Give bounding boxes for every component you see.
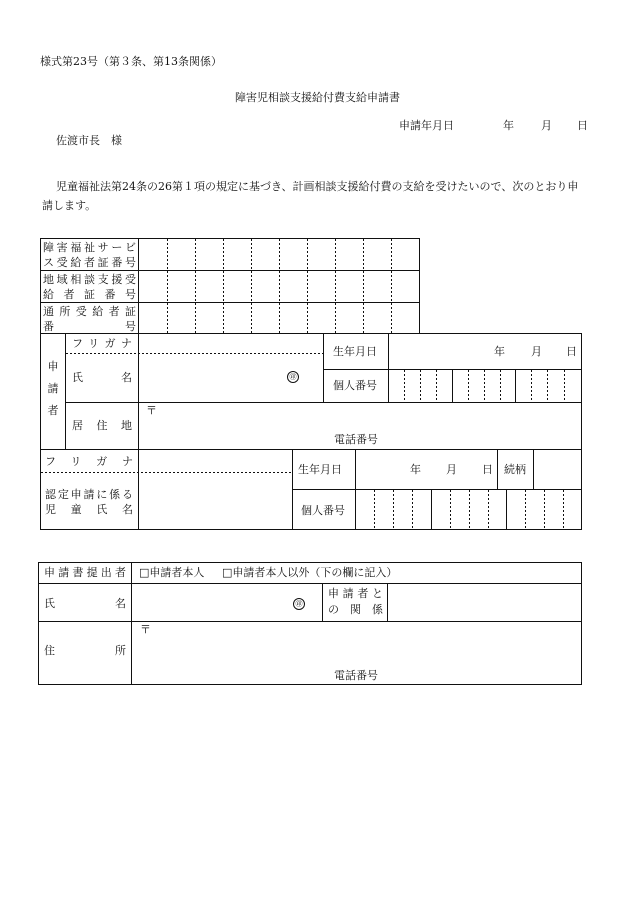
submitter-relation-label-line1: 申請者と (328, 587, 383, 600)
regional-cert-label-line1: 地域相談支援受 (43, 273, 136, 286)
submitter-name-label: 氏名 (44, 597, 126, 610)
submitter-relation-label-line2: の関係 (328, 603, 383, 616)
applicant-birth-month: 月 (531, 345, 542, 358)
child-birth-day: 日 (482, 463, 493, 476)
applicant-phone-label: 電話番号 (334, 433, 378, 446)
child-furigana-label: フリガナ (45, 455, 133, 468)
child-mynumber-label: 個人番号 (301, 504, 345, 517)
intro-paragraph: 児童福祉法第24条の26第１項の規定に基づき、計画相談支援給付費の支給を受けたいので、次のとおり申請します。 (42, 180, 579, 212)
applicant-postal-mark: 〒 (146, 404, 157, 417)
child-name-label-line2: 児童氏名 (45, 503, 133, 516)
applicant-birth-day: 日 (566, 345, 577, 358)
date-year-label: 年 (503, 119, 514, 132)
form-number: 様式第23号（第３条、第13条関係） (40, 55, 222, 68)
child-name-label-line1: 認定申請に係る (45, 488, 133, 501)
submitter-label: 申請書提出者 (44, 566, 126, 579)
applicant-seal-mark: ㊞ (287, 371, 299, 383)
date-month-label: 月 (541, 119, 552, 132)
submitter-postal-mark: 〒 (140, 623, 151, 636)
applicant-name-label: 氏名 (72, 371, 132, 384)
submitter-seal-mark: ㊞ (293, 598, 305, 610)
submitter-option-self[interactable]: □申請者本人 (139, 566, 205, 579)
child-birth-month: 月 (446, 463, 457, 476)
applicant-birth-year: 年 (494, 345, 505, 358)
date-day-label: 日 (577, 119, 588, 132)
service-cert-label-line2: ス受給者証番号 (43, 256, 136, 269)
submitter-phone-label: 電話番号 (334, 669, 378, 682)
form-title: 障害児相談支援給付費支給申請書 (235, 91, 400, 104)
regional-cert-label-line2: 給者証番号 (43, 288, 136, 301)
applicant-furigana-label: フリガナ (72, 337, 132, 350)
child-birth-label: 生年月日 (298, 463, 342, 476)
child-birth-year: 年 (410, 463, 421, 476)
submitter-option-other[interactable]: □申請者本人以外（下の欄に記入） (222, 566, 398, 579)
application-date-label: 申請年月日 (399, 119, 454, 132)
daycare-cert-label-line1: 通所受給者証 (43, 305, 136, 318)
service-cert-label-line1: 障害福祉サービ (43, 241, 136, 254)
applicant-section-label: 申請者 (47, 360, 59, 417)
child-relation-label: 続柄 (504, 463, 526, 476)
applicant-mynumber-label: 個人番号 (333, 379, 377, 392)
addressee: 佐渡市長 様 (56, 134, 122, 147)
applicant-address-label: 居住地 (72, 419, 132, 432)
applicant-birth-label: 生年月日 (333, 345, 377, 358)
submitter-address-label: 住所 (44, 644, 126, 657)
daycare-cert-label-line2: 番号 (43, 320, 136, 333)
